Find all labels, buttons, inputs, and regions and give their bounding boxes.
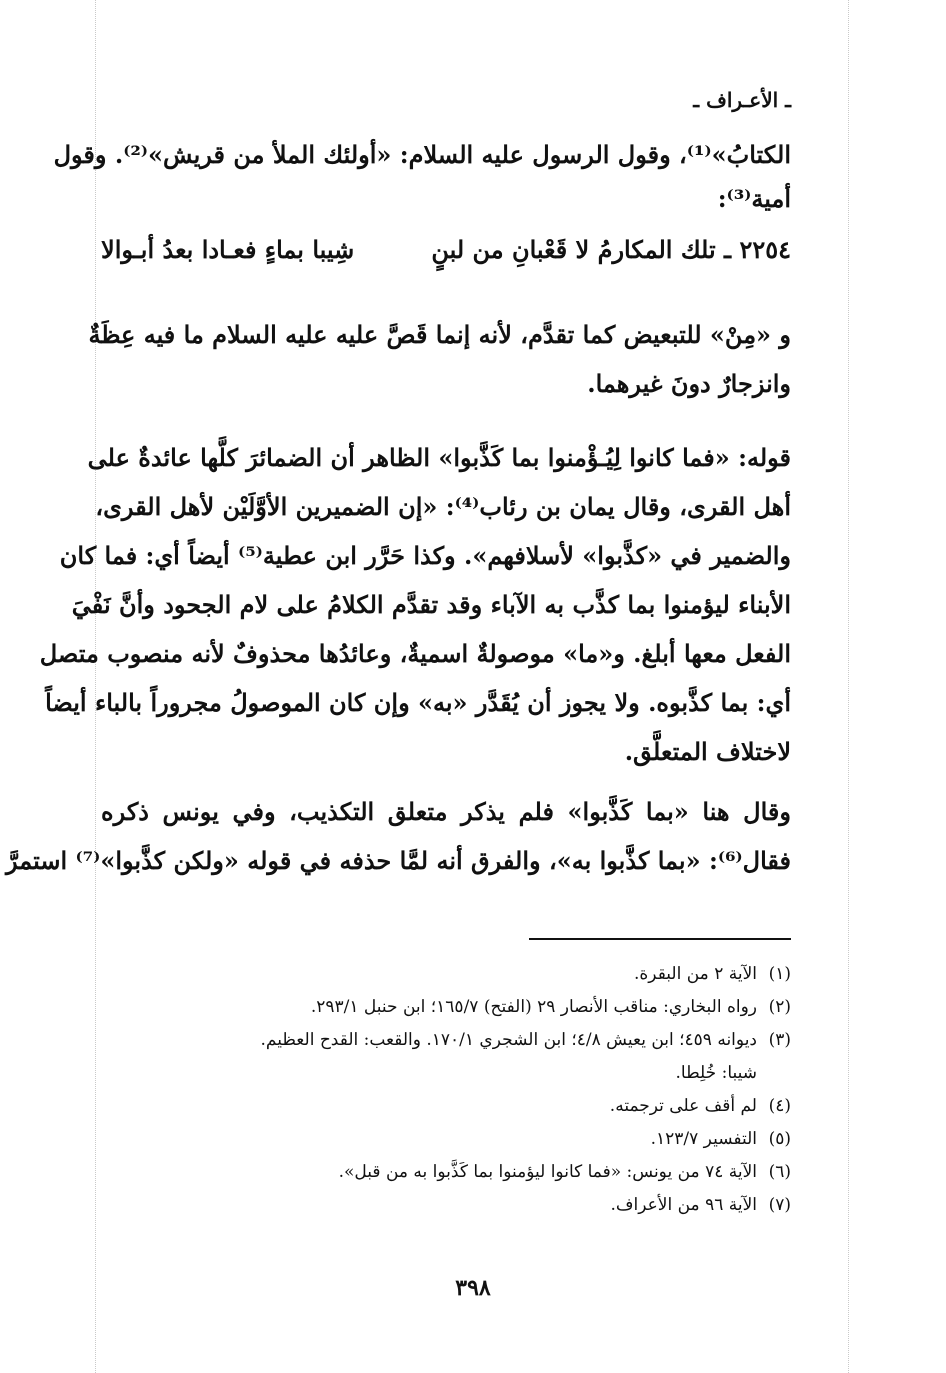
paragraph-line: أهل القرى، وقال يمان بن رئاب⁽⁴⁾: «إن الضميرين الأوَّلَيْن لأهل القرى، xyxy=(95,492,791,521)
footnote-text: الآية ٧٤ من يونس: «فما كانوا ليؤمنوا بما كَذَّبوا به من قبل». xyxy=(338,1162,757,1182)
footnote-number: (٢) xyxy=(768,997,791,1017)
footnote-text: ديوانه ٤٥٩؛ ابن يعيش ٤/٨؛ ابن الشجري ١٧٠/١. والقعب: القدح العظيم. xyxy=(260,1030,757,1050)
footnote xyxy=(101,1123,791,1156)
footnotes xyxy=(101,958,791,1222)
paragraph-line: الكتابُ»⁽¹⁾، وقول الرسول عليه السلام: «أولئك الملأ من قريش»⁽²⁾. وقول xyxy=(53,140,791,169)
footnote-number: (٤) xyxy=(768,1096,791,1116)
paragraph-line: وقال هنا «بما كَذَّبوا» فلم يذكر متعلق التكذيب، وفي يونس ذكره xyxy=(101,797,791,826)
footnote xyxy=(101,991,791,1024)
footnote-number: (٦) xyxy=(768,1162,791,1182)
footnote-text: رواه البخاري: مناقب الأنصار ٢٩ (الفتح) ١٦٥/٧؛ ابن حنبل ٢٩٣/١. xyxy=(310,997,757,1017)
footnote xyxy=(101,958,791,991)
paragraph-line: فقال⁽⁶⁾: «بما كذَّبوا به»، والفرق أنه لمَّا حذفه في قوله «ولكن كذَّبوا»⁽⁷⁾ استمرَّ xyxy=(6,846,791,875)
paragraph-line: الأبناء ليؤمنوا بما كذَّب به الآباء وقد تقدَّم الكلامُ على لام الجحود وأنَّ نَفْيَ xyxy=(71,590,791,619)
footnote-text: الآية ٢ من البقرة. xyxy=(634,964,757,984)
poetry-verse xyxy=(101,225,791,275)
paragraph-line: والضمير في «كذَّبوا» لأسلافهم». وكذا حَرَّر ابن عطية⁽⁵⁾ أيضاً أي: فما كان xyxy=(59,541,791,570)
footnote-number: (٧) xyxy=(768,1195,791,1215)
paragraph-line: وانزجارٌ دونَ غيرهما. xyxy=(587,369,791,398)
footnote-continuation: شيبا: خُلِطا. xyxy=(675,1063,757,1083)
footnote-separator xyxy=(529,938,791,940)
verse-number: ٢٢٥٤ ـ xyxy=(724,235,791,264)
verse-hemistich-2: شِيبا بماءٍ فعـادا بعدُ أبـوالا xyxy=(101,235,355,264)
footnote-number: (٣) xyxy=(768,1030,791,1050)
footnote-text: لم أقف على ترجمته. xyxy=(609,1096,757,1116)
paragraph-line: الفعل معها أبلغ. و«ما» موصولةٌ اسميةٌ، وعائدُها محذوفٌ لأنه منصوب متصل xyxy=(39,639,791,668)
paragraph-line: قوله: «فما كانوا لِيُـؤْمنوا بما كَذَّبوا» الظاهر أن الضمائرَ كلَّها عائدةٌ على xyxy=(87,443,791,472)
verse-first-hemistich xyxy=(431,225,791,275)
paragraph-3 xyxy=(39,433,791,776)
footnote xyxy=(101,1156,791,1189)
paragraph-line: أي: بما كذَّبوه. ولا يجوز أن يُقَدَّر «به» وإن كان الموصولُ مجروراً بالباء أيضاً xyxy=(45,688,791,717)
footnote xyxy=(101,1090,791,1123)
paragraph-4 xyxy=(6,787,791,885)
paragraph-2 xyxy=(88,310,791,408)
footnote-text: الآية ٩٦ من الأعراف. xyxy=(610,1195,757,1215)
running-header: ـ الأعـراف ـ xyxy=(693,88,791,112)
footnote xyxy=(101,1189,791,1222)
footnote xyxy=(101,1024,791,1057)
footnote-number: (٥) xyxy=(768,1129,791,1149)
page-number: ٣٩٨ xyxy=(455,1275,491,1301)
footnote-number: (١) xyxy=(768,964,791,984)
paragraph-1 xyxy=(53,130,791,225)
paragraph-line: و «مِنْ» للتبعيض كما تقدَّم، لأنه إنما قَصَّ عليه عليه السلام ما فيه عِظَةٌ xyxy=(88,320,791,349)
margin-guide-right xyxy=(848,0,849,1373)
verse-hemistich-1: تلك المكارمُ لا قَعْبانِ من لبنٍ xyxy=(431,235,716,264)
paragraph-line: أمية⁽³⁾: xyxy=(717,184,791,213)
footnote-text: التفسير ١٢٣/٧. xyxy=(650,1129,757,1149)
paragraph-line: لاختلاف المتعلَّق. xyxy=(624,737,791,766)
